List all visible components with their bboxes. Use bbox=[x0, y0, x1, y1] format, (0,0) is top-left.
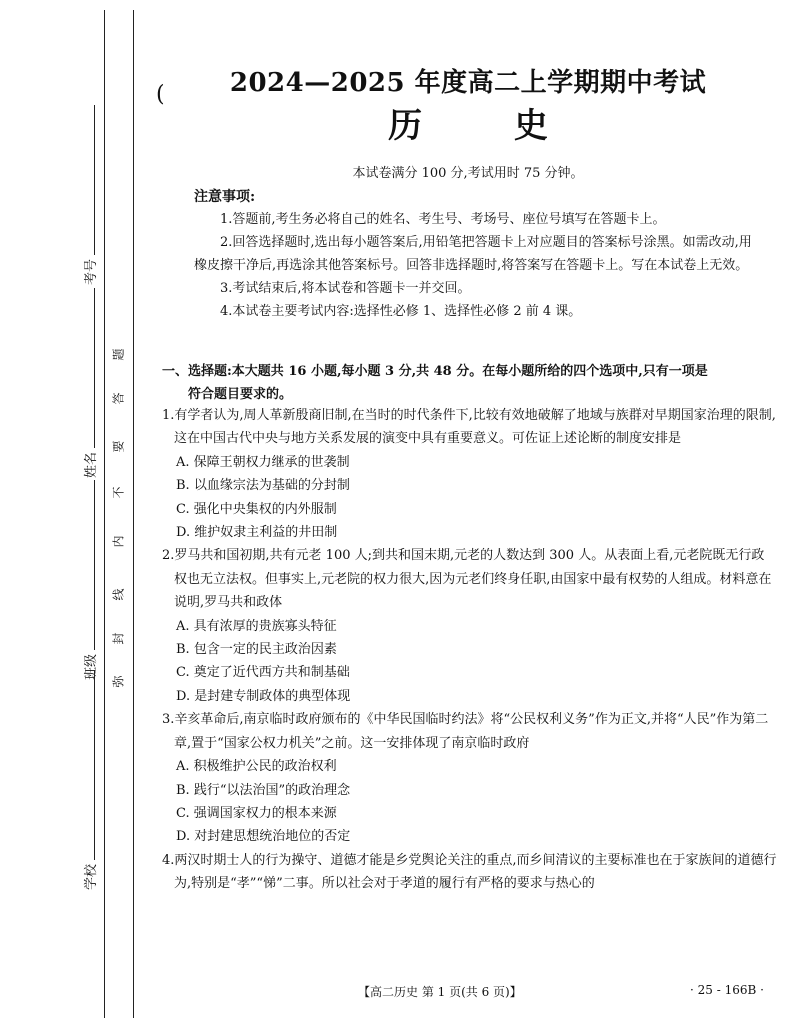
section-heading bbox=[162, 360, 777, 406]
stray-mark: ( bbox=[156, 82, 165, 107]
binding-strip bbox=[0, 0, 150, 1018]
notice-item: 4.本试卷主要考试内容:选择性必修 1、选择性必修 2 前 4 课。 bbox=[220, 304, 582, 319]
question bbox=[162, 708, 777, 848]
notice-list bbox=[194, 208, 764, 323]
question-text: 2.罗马共和国初期,共有元老 100 人;到共和国末期,元老的人数达到 300 人。从表面上看,元老院既无行政权也无立法权。但事实上,元老院的权力很大,因为元老们终身任职,由国家中最有权势的人组成。材料意在说明,罗马共和政体 bbox=[162, 548, 772, 611]
option-a: A. 具有浓厚的贵族寡头特征 bbox=[176, 618, 337, 634]
option-c: C. 强化中央集权的内外服制 bbox=[176, 501, 337, 517]
field-name: 姓名 bbox=[80, 288, 99, 478]
seal-char: 内 bbox=[111, 535, 126, 548]
question-text: 4.两汉时期士人的行为操守、道德才能是乡党舆论关注的重点,而乡间清议的主要标准也在于家族间的道德行为,特别是“孝”“悌”二事。所以社会对于孝道的履行有严格的要求与热心的 bbox=[162, 852, 777, 892]
paper-code: · 25 - 166B · bbox=[690, 983, 764, 997]
section-heading-line: 一、选择题:本大题共 16 小题,每小题 3 分,共 48 分。在每小题所给的四个选项中,只有一项是 bbox=[162, 364, 708, 379]
seal-char: 封 bbox=[111, 632, 126, 645]
question bbox=[162, 544, 777, 708]
option-b: B. 践行“以法治国”的政治理念 bbox=[176, 782, 351, 798]
notice-heading: 注意事项: bbox=[194, 189, 256, 205]
seal-char: 题 bbox=[111, 348, 126, 361]
question bbox=[162, 404, 777, 544]
notice-item: 1.答题前,考生务必将自己的姓名、考生号、考场号、座位号填写在答题卡上。 bbox=[220, 212, 666, 227]
option-d: D. 维护奴隶主利益的井田制 bbox=[176, 525, 338, 541]
question bbox=[162, 849, 777, 896]
page-footer: 【高二历史 第 1 页(共 6 页)】 bbox=[358, 985, 522, 999]
notice-item: 3.考试结束后,将本试卷和答题卡一并交回。 bbox=[220, 281, 471, 296]
section-heading-line: 符合题目要求的。 bbox=[188, 387, 293, 402]
score-line: 本试卷满分 100 分,考试用时 75 分钟。 bbox=[352, 166, 584, 181]
seal-char: 不 bbox=[111, 486, 126, 499]
option-a: A. 积极维护公民的政治权利 bbox=[176, 759, 337, 775]
seal-char: 弥 bbox=[111, 675, 126, 688]
field-class: 班级 bbox=[80, 480, 99, 680]
question-list bbox=[162, 404, 777, 896]
option-a: A. 保障王朝权力继承的世袭制 bbox=[176, 454, 350, 470]
exam-title: 2024—2025 年度高二上学期期中考试 bbox=[229, 68, 707, 98]
field-exam-number: 考号 bbox=[80, 105, 99, 285]
option-c: C. 强调国家权力的根本来源 bbox=[176, 805, 337, 821]
seal-char: 答 bbox=[111, 392, 126, 405]
seal-char: 线 bbox=[111, 588, 126, 601]
notice-item: 2.回答选择题时,选出每小题答案后,用铅笔把答题卡上对应题目的答案标号涂黑。如需改动,用橡皮擦干净后,再选涂其他答案标号。回答非选择题时,将答案写在答题卡上。写在本试卷上无效。 bbox=[194, 235, 752, 273]
subject-title: 历 史 bbox=[388, 106, 588, 146]
option-d: D. 对封建思想统治地位的否定 bbox=[176, 829, 351, 845]
question-text: 1.有学者认为,周人革新殷商旧制,在当时的时代条件下,比较有效地破解了地域与族群对早期国家治理的限制,这在中国古代中央与地方关系发展的演变中具有重要意义。可佐证上述论断的制度安排是 bbox=[162, 408, 776, 447]
binding-line-inner bbox=[133, 10, 134, 1018]
seal-char: 要 bbox=[111, 440, 126, 453]
field-school: 学校 bbox=[80, 670, 99, 890]
option-c: C. 奠定了近代西方共和制基础 bbox=[176, 665, 350, 681]
option-d: D. 是封建专制政体的典型体现 bbox=[176, 688, 351, 704]
option-b: B. 以血缘宗法为基础的分封制 bbox=[176, 478, 350, 494]
question-text: 3.辛亥革命后,南京临时政府颁布的《中华民国临时约法》将“公民权利义务”作为正文,并将“人民”作为第二章,置于“国家公权力机关”之前。这一安排体现了南京临时政府 bbox=[162, 712, 769, 751]
binding-line-outer bbox=[104, 10, 105, 1018]
option-b: B. 包含一定的民主政治因素 bbox=[176, 642, 337, 658]
